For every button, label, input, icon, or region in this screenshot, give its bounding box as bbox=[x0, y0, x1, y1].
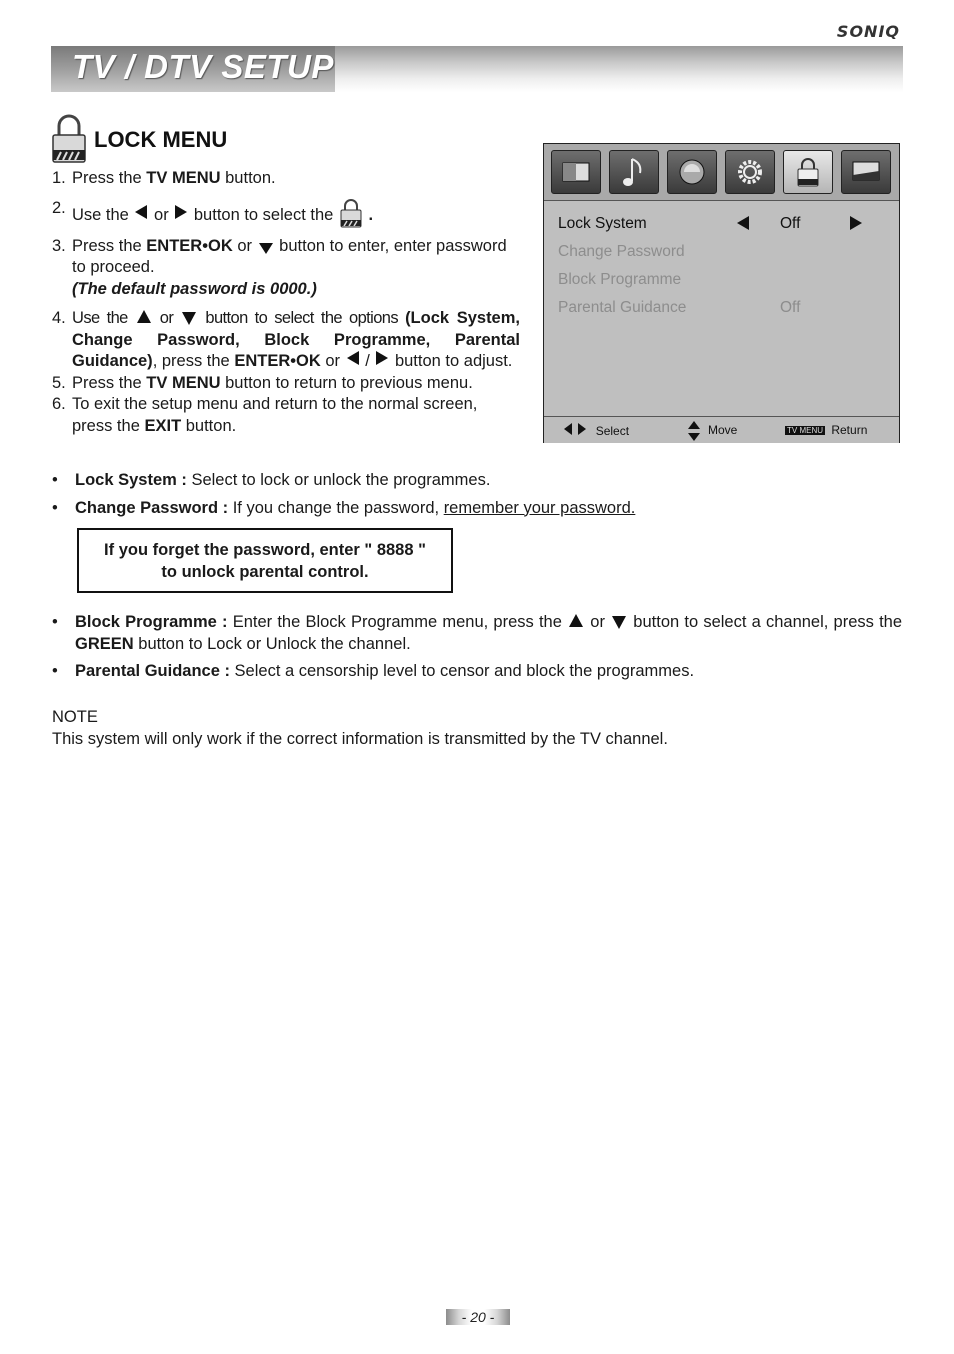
page-title: TV / DTV SETUP bbox=[72, 48, 334, 85]
note-section bbox=[52, 706, 902, 750]
bullet-text: Select to lock or unlock the programmes. bbox=[186, 471, 491, 489]
step-number: 4. bbox=[52, 309, 66, 327]
step-5 bbox=[52, 373, 520, 395]
step-text: or bbox=[232, 236, 257, 255]
menu-row-change-password[interactable] bbox=[558, 242, 888, 270]
left-arrow-icon bbox=[135, 205, 147, 219]
step-number: 5. bbox=[52, 373, 66, 392]
bullet-text: Select a censorship level to censor and block the programmes. bbox=[229, 662, 695, 680]
right-arrow-icon bbox=[578, 423, 586, 435]
step-bold: ENTER•OK bbox=[234, 352, 321, 370]
step-2 bbox=[52, 198, 520, 228]
step-text: . bbox=[363, 205, 374, 224]
step-bold: TV MENU bbox=[146, 169, 221, 187]
menu-row-label: Change Password bbox=[558, 243, 685, 260]
step-bold: TV MENU bbox=[146, 373, 221, 392]
bullet-term: Block Programme : bbox=[75, 613, 228, 631]
menu-row-label: Parental Guidance bbox=[558, 299, 687, 316]
tv-menu-screen bbox=[543, 143, 900, 443]
bullet-dot: • bbox=[52, 662, 58, 680]
step-4 bbox=[52, 308, 520, 373]
move-hint-label: Move bbox=[708, 423, 738, 437]
brand-logo: SONIQ bbox=[836, 22, 900, 41]
step-text: or bbox=[149, 205, 174, 224]
step-text: Press the bbox=[72, 236, 147, 255]
bullet-underlined-text: remember your password. bbox=[443, 498, 636, 517]
menu-row-label: Lock System bbox=[558, 215, 647, 232]
left-arrow-icon[interactable] bbox=[737, 216, 749, 230]
bullet-text: Enter the Block Programme menu, press the bbox=[227, 613, 568, 631]
bullet-text: button to Lock or Unlock the channel. bbox=[133, 634, 411, 653]
step-text: / bbox=[360, 352, 375, 370]
tv-footer-hints bbox=[544, 416, 899, 443]
step-text: Use the bbox=[72, 205, 134, 224]
setup-gear-icon[interactable] bbox=[725, 150, 775, 194]
right-arrow-icon bbox=[376, 351, 388, 365]
bullet-parental-guidance bbox=[52, 661, 902, 683]
sound-icon[interactable] bbox=[609, 150, 659, 194]
up-down-arrow-icon bbox=[687, 420, 701, 442]
step-text: Press the bbox=[72, 373, 147, 392]
bullet-lock-system bbox=[52, 470, 902, 492]
tv-menu-badge: TV MENU bbox=[787, 426, 823, 435]
menu-row-parental-guidance[interactable] bbox=[558, 298, 888, 326]
step-number: 3. bbox=[52, 236, 66, 255]
step-number: 1. bbox=[52, 169, 66, 187]
select-hint-label: Select bbox=[595, 424, 630, 438]
menu-row-label: Block Programme bbox=[558, 271, 682, 288]
step-text: button to select the options bbox=[198, 309, 406, 327]
left-arrow-icon bbox=[347, 351, 359, 365]
option-descriptions-2 bbox=[52, 612, 902, 689]
step-number: 2. bbox=[52, 198, 66, 217]
channel-icon[interactable] bbox=[667, 150, 717, 194]
default-password-note: (The default password is 0000.) bbox=[72, 279, 317, 298]
step-6 bbox=[52, 394, 520, 437]
right-arrow-icon[interactable] bbox=[850, 216, 862, 230]
step-text: , press the bbox=[152, 352, 235, 370]
down-arrow-icon bbox=[612, 616, 626, 629]
menu-row-block-programme[interactable] bbox=[558, 270, 888, 298]
up-arrow-icon bbox=[137, 310, 151, 323]
step-text: button. bbox=[220, 169, 276, 187]
forgot-password-notice bbox=[77, 528, 453, 593]
step-text: or bbox=[320, 352, 345, 370]
bullet-text: If you change the password, bbox=[228, 498, 444, 517]
page-number: - 20 - bbox=[446, 1309, 510, 1325]
notice-line: to unlock parental control. bbox=[161, 562, 369, 581]
return-hint-label: Return bbox=[831, 423, 868, 437]
bullet-block-programme bbox=[52, 612, 902, 655]
section-header bbox=[51, 114, 351, 166]
option-descriptions bbox=[52, 470, 902, 525]
padlock-icon bbox=[51, 114, 87, 164]
step-number: 6. bbox=[52, 395, 66, 413]
section-title: LOCK MENU bbox=[94, 127, 228, 152]
bullet-change-password bbox=[52, 498, 902, 520]
bullet-dot: • bbox=[52, 613, 58, 631]
step-bold: EXIT bbox=[144, 416, 182, 435]
bullet-text: or bbox=[585, 613, 611, 631]
step-text: Use the bbox=[72, 309, 135, 327]
tv-menu-list bbox=[558, 214, 888, 326]
step-text: or bbox=[152, 309, 181, 327]
step-options: (Lock System, Change Password, Block Programme, Parental Guidance) bbox=[72, 309, 520, 370]
down-arrow-icon bbox=[182, 312, 196, 325]
tv-icon-bar bbox=[544, 144, 899, 201]
step-text: button to select the bbox=[189, 205, 338, 224]
step-text: button to return to previous menu. bbox=[220, 373, 473, 392]
note-text: This system will only work if the correct information is transmitted by the TV channel. bbox=[52, 730, 668, 748]
bullet-text: button to select a channel, press the bbox=[628, 613, 903, 631]
instruction-steps bbox=[52, 168, 520, 437]
step-text: Press the bbox=[72, 169, 147, 187]
left-arrow-icon bbox=[564, 423, 572, 435]
menu-row-value: Off bbox=[780, 215, 801, 232]
select-hint bbox=[564, 423, 629, 438]
step-bold: ENTER•OK bbox=[146, 236, 233, 255]
bullet-bold: GREEN bbox=[75, 634, 134, 653]
bullet-term: Lock System : bbox=[75, 471, 187, 489]
bullet-term: Change Password : bbox=[75, 498, 229, 517]
bullet-term: Parental Guidance : bbox=[75, 662, 230, 680]
right-arrow-icon bbox=[175, 205, 187, 219]
note-title: NOTE bbox=[52, 708, 98, 726]
step-text: To exit the setup menu and return to the normal screen, press the bbox=[72, 395, 478, 435]
lock-icon[interactable] bbox=[783, 150, 833, 194]
step-1 bbox=[52, 168, 520, 190]
step-text: button to adjust. bbox=[390, 352, 513, 370]
step-text: button. bbox=[181, 416, 237, 435]
bullet-dot: • bbox=[52, 498, 58, 517]
picture-icon[interactable] bbox=[551, 150, 601, 194]
bullet-dot: • bbox=[52, 471, 58, 489]
down-arrow-icon bbox=[259, 243, 273, 254]
return-hint bbox=[785, 423, 867, 437]
up-arrow-icon bbox=[569, 614, 583, 627]
notice-line: If you forget the password, enter " 8888 " bbox=[104, 541, 426, 559]
menu-row-lock-system[interactable] bbox=[558, 214, 888, 242]
step-3 bbox=[52, 236, 520, 301]
tv-screen-icon[interactable] bbox=[841, 150, 891, 194]
step-text: button to enter, enter password to proceed. bbox=[72, 236, 507, 276]
padlock-icon bbox=[340, 198, 362, 228]
menu-row-value: Off bbox=[780, 299, 801, 316]
